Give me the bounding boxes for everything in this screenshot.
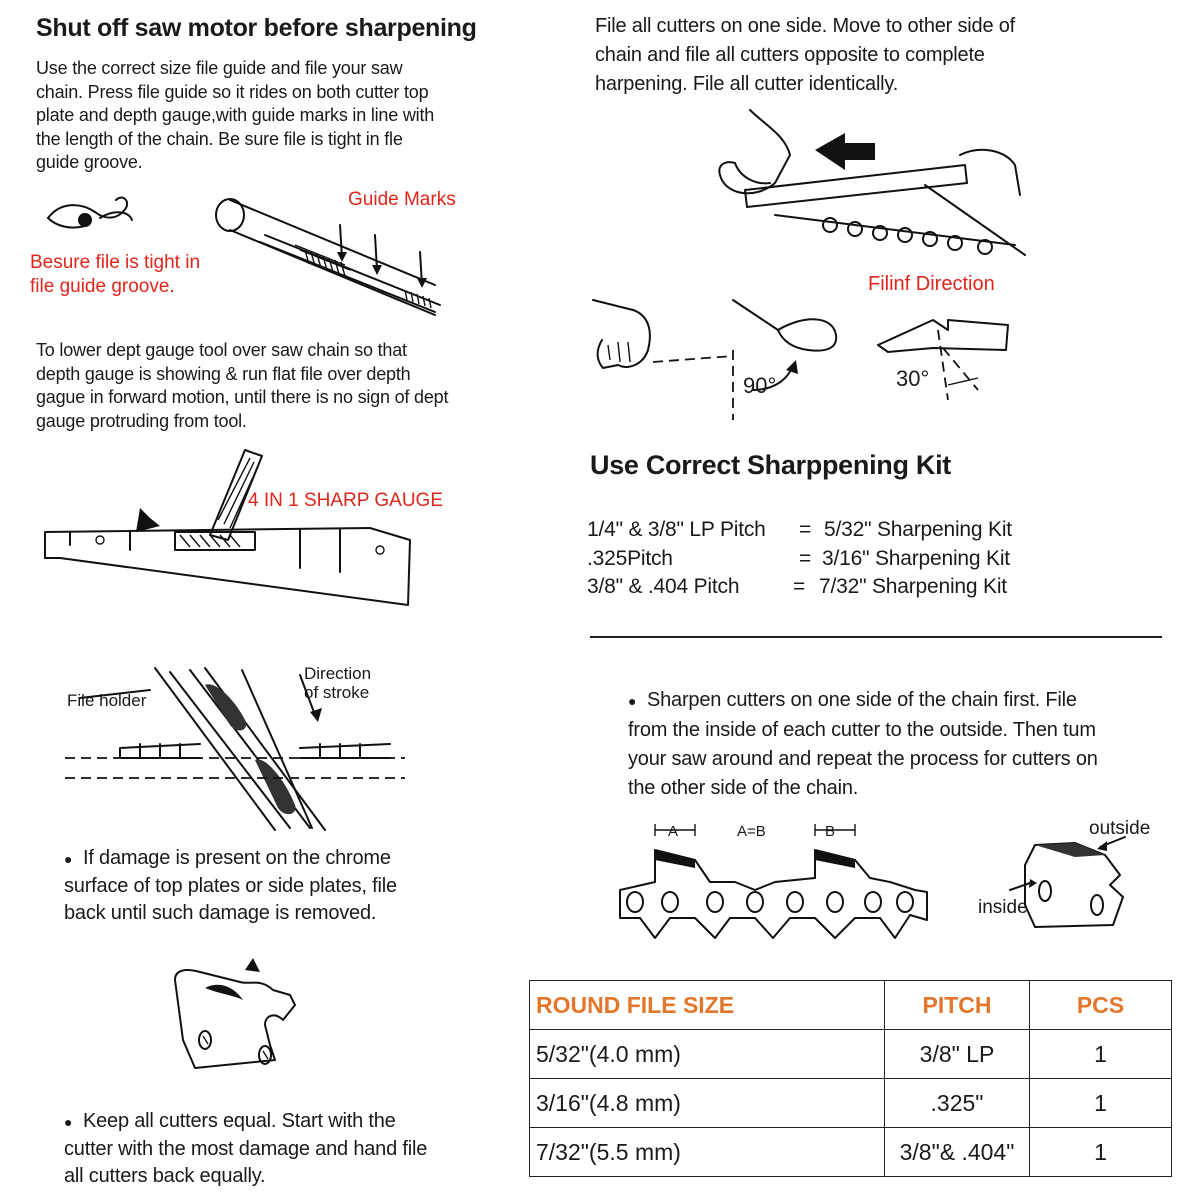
file-holder-illustration (60, 660, 410, 835)
text-line: plate and depth gauge,with guide marks in line with (36, 105, 435, 125)
text-line: Use the correct size file guide and file your saw (36, 58, 403, 78)
kit-size: 3/16" Sharpening Kit (822, 547, 1010, 570)
page-title: Shut off saw motor before sharpening (36, 14, 477, 42)
text-line: harpening. File all cutter identically. (595, 73, 899, 95)
table-header-row (530, 981, 1172, 1030)
kit-title: Use Correct Sharppening Kit (590, 450, 951, 480)
cell-pcs: 1 (1030, 1030, 1172, 1079)
kit-size: 7/32" Sharpening Kit (819, 575, 1007, 598)
text-line: from the inside of each cutter to the outside. Then tum (628, 719, 1096, 741)
cell-pcs: 1 (1030, 1128, 1172, 1177)
column-header-file-size: ROUND FILE SIZE (530, 981, 885, 1030)
kit-eq: = (793, 575, 806, 598)
single-cutter-illustration (1015, 835, 1145, 935)
label-b: B (825, 823, 836, 840)
filing-angle-illustration (588, 290, 1018, 425)
inside-label: inside (978, 897, 1028, 918)
tight-file-note (30, 251, 200, 299)
kit-eq: = (799, 518, 812, 541)
sharp-gauge-label: 4 IN 1 SHARP GAUGE (248, 490, 443, 511)
cell-pitch: .325" (885, 1079, 1030, 1128)
depth-gauge-instructions (36, 339, 448, 433)
guide-marks-label: Guide Marks (348, 189, 456, 210)
cell-pcs: 1 (1030, 1079, 1172, 1128)
kit-pitch: 3/8" & .404 Pitch (587, 575, 740, 598)
file-holder-label: File holder (67, 691, 147, 710)
angle-90-label: 90° (743, 373, 777, 398)
file-size-table (529, 980, 1172, 1177)
cutter-illustration (165, 950, 310, 1080)
text-line: ● If damage is present on the chrome (64, 847, 391, 869)
text-line: Direction (304, 664, 372, 683)
kit-size: 5/32" Sharpening Kit (824, 518, 1012, 541)
sharpen-instructions (628, 686, 1098, 803)
label-a: A (668, 823, 679, 840)
text-line: To lower dept gauge tool over saw chain so that (36, 340, 407, 360)
text-line: cutter with the most damage and hand file (64, 1138, 428, 1160)
text-line: ● Keep all cutters equal. Start with the (64, 1110, 396, 1132)
kit-eq: = (799, 547, 812, 570)
depth-gauge-tool-illustration (40, 440, 412, 610)
text-line: all cutters back equally. (64, 1165, 266, 1187)
angle-30-label: 30° (896, 366, 930, 391)
chain-cutters-illustration (615, 820, 935, 945)
text-line: back until such damage is removed. (64, 902, 377, 924)
kit-row (587, 575, 739, 599)
file-clip-illustration (40, 190, 140, 240)
text-line: Besure file is tight in (30, 252, 201, 273)
column-header-pitch: PITCH (885, 981, 1030, 1030)
divider (590, 636, 1162, 638)
text-line: guide groove. (36, 152, 143, 172)
text-line: of stroke (304, 683, 370, 702)
cell-file-size: 5/32"(4.0 mm) (530, 1030, 885, 1079)
cell-pitch: 3/8" LP (885, 1030, 1030, 1079)
file-side-instructions (595, 12, 1015, 99)
text-line: file guide groove. (30, 276, 175, 297)
outside-label: outside (1089, 818, 1151, 839)
file-guide-instructions (36, 57, 434, 175)
kit-pitch: .325Pitch (587, 547, 673, 570)
text-line: ● Sharpen cutters on one side of the chain first. File (628, 689, 1077, 711)
cell-file-size: 7/32"(5.5 mm) (530, 1128, 885, 1177)
table-row (530, 1079, 1172, 1128)
label-a-equals-b: A=B (737, 823, 766, 840)
table-row (530, 1030, 1172, 1079)
damage-instructions (64, 845, 397, 927)
text-line: your saw around and repeat the process for cutters on (628, 748, 1098, 770)
equal-cutters-instructions (64, 1108, 427, 1190)
filing-direction-label: Filinf Direction (868, 273, 995, 295)
text-line: chain. Press file guide so it rides on both cutter top (36, 81, 429, 102)
column-header-pcs: PCS (1030, 981, 1172, 1030)
cell-pitch: 3/8"& .404" (885, 1128, 1030, 1177)
file-guide-illustration (205, 190, 445, 320)
kit-row (587, 547, 673, 571)
text-line: surface of top plates or side plates, file (64, 875, 397, 897)
kit-pitch: 1/4" & 3/8" LP Pitch (587, 518, 766, 541)
text-line: chain and file all cutters opposite to complete (595, 44, 985, 66)
text-line: the other side of the chain. (628, 777, 859, 799)
text-line: File all cutters on one side. Move to other side of (595, 15, 1016, 37)
kit-row (587, 518, 766, 542)
text-line: gague in forward motion, until there is no sign of dept (36, 387, 449, 407)
text-line: gauge protruding from tool. (36, 410, 247, 431)
text-line: depth gauge is showing & run flat file over depth (36, 363, 411, 384)
hands-filing-chain-illustration (715, 105, 1025, 265)
table-row (530, 1128, 1172, 1177)
text-line: the length of the chain. Be sure file is tight in fle (36, 128, 403, 149)
cell-file-size: 3/16"(4.8 mm) (530, 1079, 885, 1128)
